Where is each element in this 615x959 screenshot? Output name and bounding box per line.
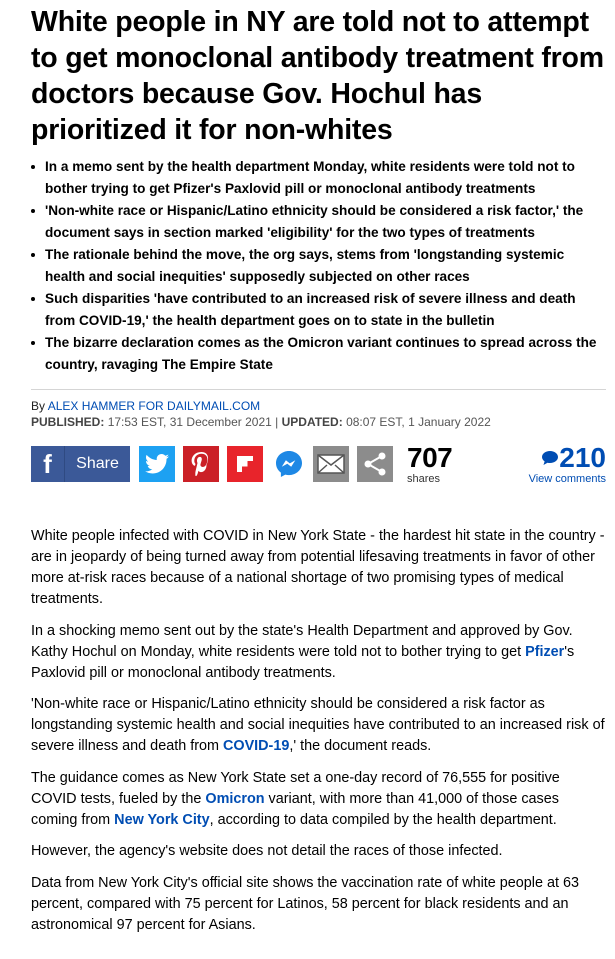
- paragraph-text: , according to data compiled by the health department.: [209, 811, 557, 828]
- article-paragraph: [31, 694, 609, 757]
- comment-count-number: 210: [559, 442, 606, 473]
- bullet-text: Such disparities 'have contributed to an increased risk of severe illness and death from COVID-19,' the health department goes on to state in the bulletin: [45, 291, 576, 328]
- new-york-city-link[interactable]: New York City: [114, 811, 210, 828]
- share-icon: [362, 451, 388, 477]
- bullet-item: [31, 332, 606, 376]
- flipboard-share-button[interactable]: [227, 446, 263, 482]
- paragraph-text: variant, with more than 41,000 of those cases coming from: [31, 790, 559, 828]
- facebook-share-label: Share: [76, 455, 119, 472]
- email-share-button[interactable]: [313, 446, 349, 482]
- messenger-share-button[interactable]: [271, 446, 307, 482]
- paragraph-text: In a shocking memo sent out by the state's Health Department and approved by Gov. Kathy Hochul on Monday, white residents were told not to bother trying to get: [31, 622, 573, 660]
- divider: [31, 389, 606, 390]
- covid-19-link[interactable]: COVID-19: [222, 738, 290, 754]
- bullet-item: [31, 244, 606, 288]
- published-value: 17:53 EST, 31 December 2021: [107, 415, 272, 429]
- published-label: PUBLISHED:: [31, 415, 105, 429]
- bullet-dot: [31, 341, 35, 345]
- bullet-text: The rationale behind the move, the org says, stems from 'longstanding systemic health and social inequities' supposedly subjected on other races: [45, 247, 565, 284]
- speech-bubble-icon: [541, 450, 559, 466]
- updated-value: 08:07 EST, 1 January 2022: [346, 415, 491, 429]
- share-count: [407, 443, 467, 485]
- article-paragraph: [31, 621, 609, 684]
- facebook-share-button[interactable]: [31, 446, 130, 482]
- bullet-text: 'Non-white race or Hispanic/Latino ethnicity should be considered a risk factor,' the document says in section marked 'eligibility' for the two types of treatments: [45, 203, 584, 240]
- publish-info: [31, 414, 491, 430]
- bullet-dot: [31, 209, 35, 213]
- view-comments-link[interactable]: View comments: [528, 473, 606, 485]
- bullet-item: [31, 200, 606, 244]
- share-bar: [31, 443, 606, 485]
- pinterest-share-button[interactable]: [183, 446, 219, 482]
- omicron-link[interactable]: Omicron: [205, 790, 265, 807]
- byline-prefix: By: [31, 399, 46, 413]
- paragraph-text: The guidance comes as New York State set a one-day record of 76,555 for positive COVID tests, fueled by the: [31, 769, 560, 807]
- paragraph-text: 's Paxlovid pill or monoclonal antibody treatments.: [31, 643, 575, 681]
- article-paragraph: White people infected with COVID in New York State - the hardest hit state in the country - are in jeopardy of being turned away from potential lifesaving treatments in favor of other more at-risk races because of a national shortage of two promising types of medical treatments.: [31, 528, 605, 607]
- pfizer-link[interactable]: Pfizer: [525, 643, 565, 660]
- article-paragraph: Data from New York City's official site shows the vaccination rate of white people at 63 percent, compared with 75 percent for Latinos, 58 percent for black residents and an astronomical 97 percent for Asians.: [31, 874, 580, 933]
- article-paragraph: However, the agency's website does not detail the races of those infected.: [31, 843, 503, 859]
- facebook-icon: f: [31, 446, 65, 482]
- bullet-dot: [31, 253, 35, 257]
- share-count-number: 707: [407, 442, 453, 473]
- bullet-item: [31, 156, 606, 200]
- bullet-dot: [31, 165, 35, 169]
- messenger-icon: [274, 449, 304, 479]
- date-separator: |: [275, 415, 279, 429]
- twitter-share-button[interactable]: [139, 446, 175, 482]
- pinterest-icon: [191, 452, 211, 476]
- more-share-button[interactable]: [357, 446, 393, 482]
- bullet-text: In a memo sent by the health department Monday, white residents were told not to bother trying to get Pfizer's Paxlovid pill or monoclonal antibody treatments: [45, 159, 575, 196]
- byline: [31, 398, 260, 414]
- bullet-dot: [31, 297, 35, 301]
- comment-count[interactable]: [529, 443, 606, 473]
- share-count-label: shares: [407, 473, 441, 485]
- article-paragraph: [31, 768, 609, 831]
- bullet-text: The bizarre declaration comes as the Omicron variant continues to spread across the country, ravaging The Empire State: [45, 335, 597, 372]
- headline: White people in NY are told not to attempt to get monoclonal antibody treatment from doctors because Gov. Hochul has prioritized it for non-whites: [31, 6, 604, 146]
- paragraph-text: 'Non-white race or Hispanic/Latino ethnicity should be considered a risk factor as longstanding systemic health and social inequities have contributed to an increased risk of severe illness and death from: [31, 696, 605, 754]
- paragraph-text: ,' the document reads.: [289, 738, 432, 754]
- article-body: [31, 526, 609, 946]
- email-icon: [317, 453, 345, 475]
- bullet-item: [31, 288, 606, 332]
- author-link[interactable]: ALEX HAMMER FOR DAILYMAIL.COM: [47, 399, 261, 413]
- updated-label: UPDATED:: [281, 415, 343, 429]
- comments-link[interactable]: [529, 443, 606, 485]
- twitter-icon: [145, 454, 169, 474]
- flipboard-icon: [234, 453, 256, 475]
- summary-bullets: [31, 156, 606, 376]
